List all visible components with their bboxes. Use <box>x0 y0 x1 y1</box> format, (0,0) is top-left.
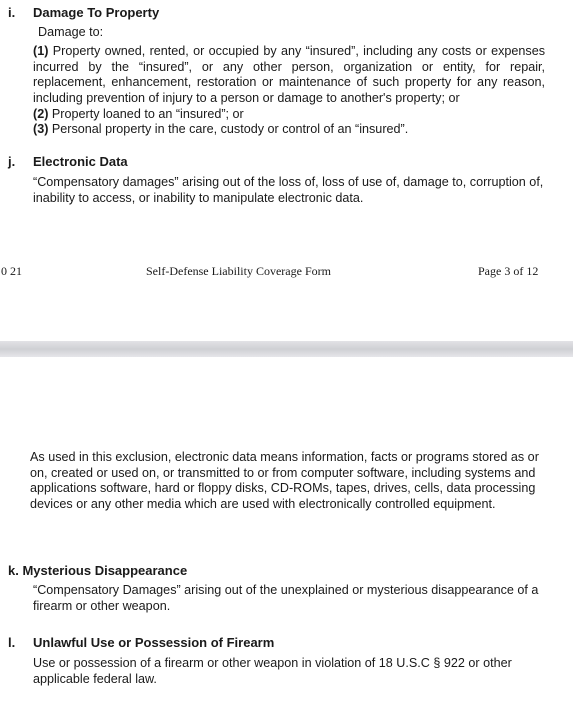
section-l-letter: l. <box>8 635 16 650</box>
section-l-body: Use or possession of a firearm or other weapon in violation of 18 U.S.C § 922 or other applicable federal law. <box>33 656 512 686</box>
section-i-letter: i. <box>8 5 16 20</box>
section-j-title: Electronic Data <box>33 154 128 169</box>
section-l-title: Unlawful Use or Possession of Firearm <box>33 635 275 650</box>
electronic-data-definition: As used in this exclusion, electronic data means information, facts or programs stored as or on, created or used on, or transmitted to or from computer software, including systems and applications software, hard or floppy disks, CD-ROMs, tapes, drives, cells, data processing devices or any other media which are used with electronically controlled equipment. <box>30 450 539 511</box>
item-number: (2) <box>33 107 49 121</box>
section-i-item-2 <box>33 107 244 123</box>
section-j-letter: j. <box>8 154 16 169</box>
footer-form-title: Self-Defense Liability Coverage Form <box>146 264 331 278</box>
section-i-item-3 <box>33 122 408 138</box>
section-i-lead: Damage to: <box>38 25 104 39</box>
item-text: Property owned, rented, or occupied by any “insured”, including any costs or expenses incurred by the “insured”, or any other person, organization or entity, for repair, replacement, enhancement, restoration or maintenance of such property for any reason, including prevention of injury to a person or damage to another's property; or <box>33 44 545 105</box>
section-k-title: k. Mysterious Disappearance <box>8 563 188 578</box>
section-i-item-1 <box>33 44 545 106</box>
item-number: (1) <box>33 44 49 58</box>
section-j-body: “Compensatory damages” arising out of the loss of, loss of use of, damage to, corruption of, inability to access, or inability to manipulate electronic data. <box>33 175 544 205</box>
item-text: Property loaned to an “insured”; or <box>48 107 244 121</box>
footer-form-number: 0 21 <box>1 264 22 278</box>
item-number: (3) <box>33 122 49 136</box>
section-k-body: “Compensatory Damages” arising out of the unexplained or mysterious disappearance of a firearm or other weapon. <box>33 583 539 613</box>
item-text: Personal property in the care, custody or control of an “insured”. <box>48 122 409 136</box>
section-i-title: Damage To Property <box>33 5 160 20</box>
footer-page-number: Page 3 of 12 <box>478 264 539 278</box>
page-break-divider <box>0 341 573 357</box>
